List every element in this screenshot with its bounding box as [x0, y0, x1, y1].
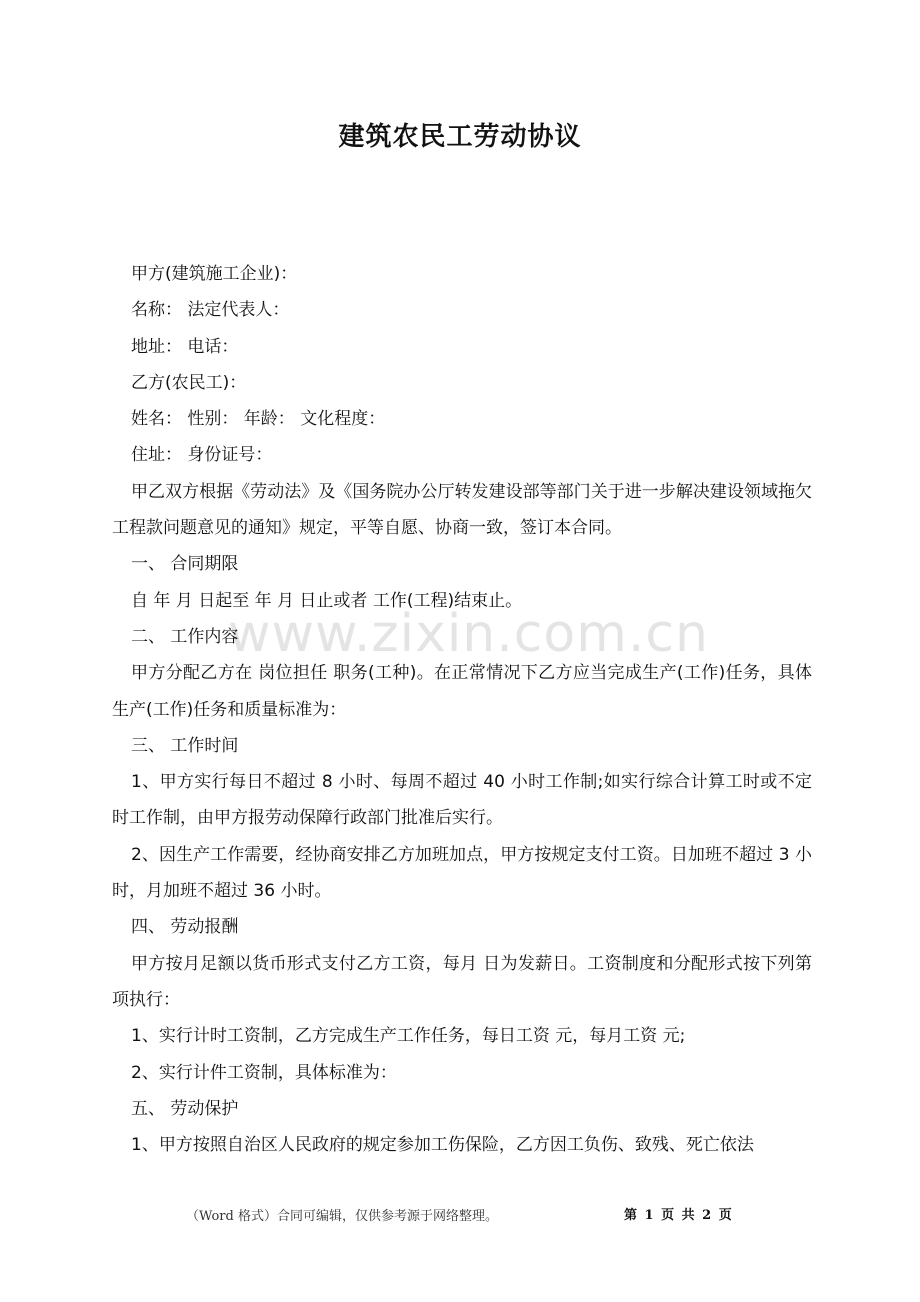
watermark-text: www.zixin.com.cn	[228, 604, 709, 664]
hours-clause-2: 2、因生产工作需要，经协商安排乙方加班加点，甲方按规定支付工资。日加班不超过 3 小时，月加班不超过 36 小时。	[112, 844, 812, 902]
party-b-info-line: 姓名： 性别： 年龄： 文化程度：	[131, 409, 386, 430]
document-body	[112, 256, 812, 1163]
preamble-paragraph: 甲乙双方根据《劳动法》及《国务院办公厅转发建设部等部门关于进一步解决建设领域拖欠工程款问题意见的通知》规定，平等自愿、协商一致，签订本合同。	[112, 481, 812, 539]
hours-clause-1: 1、甲方实行每日不超过 8 小时、每周不超过 40 小时工作制;如实行综合计算工时或不定时工作制，由甲方报劳动保障行政部门批准后实行。	[112, 772, 812, 829]
party-a-name-line: 名称： 法定代表人：	[131, 300, 290, 321]
document-title: 建筑农民工劳动协议	[338, 122, 582, 152]
party-b-address-line: 住址： 身份证号：	[131, 445, 273, 466]
pay-clause-1: 1、实行计时工资制，乙方完成生产工作任务，每日工资 元，每月工资 元;	[131, 1026, 686, 1047]
content-paragraph: 甲方分配乙方在 岗位担任 职务(工种)。在正常情况下乙方应当完成生产(工作)任务，具体生产(工作)任务和质量标准为：	[112, 663, 812, 720]
party-b-heading: 乙方(农民工)：	[131, 372, 247, 393]
section-heading-hours: 三、 工作时间	[131, 735, 239, 756]
section-heading-term: 一、 合同期限	[131, 554, 239, 575]
section-heading-pay: 四、 劳动报酬	[131, 917, 239, 938]
party-a-heading: 甲方(建筑施工企业)：	[131, 264, 298, 284]
pay-clause-2: 2、实行计件工资制，具体标准为：	[131, 1062, 397, 1083]
term-paragraph: 自 年 月 日起至 年 月 日止或者 工作(工程)结束止。	[131, 590, 523, 611]
pay-paragraph: 甲方按月足额以货币形式支付乙方工资，每月 日为发薪日。工资制度和分配形式按下列第 项执行：	[112, 953, 812, 1010]
page-number: 第 1 页 共 2 页	[624, 1208, 732, 1223]
protection-clause-1: 1、甲方按照自治区人民政府的规定参加工伤保险，乙方因工负伤、致残、死亡依法	[131, 1135, 754, 1156]
section-heading-content: 二、 工作内容	[131, 626, 239, 647]
section-heading-protection: 五、 劳动保护	[131, 1098, 239, 1119]
footer-note: （Word 格式）合同可编辑，仅供参考源于网络整理。	[186, 1209, 498, 1224]
party-a-address-line: 地址： 电话：	[131, 336, 239, 357]
